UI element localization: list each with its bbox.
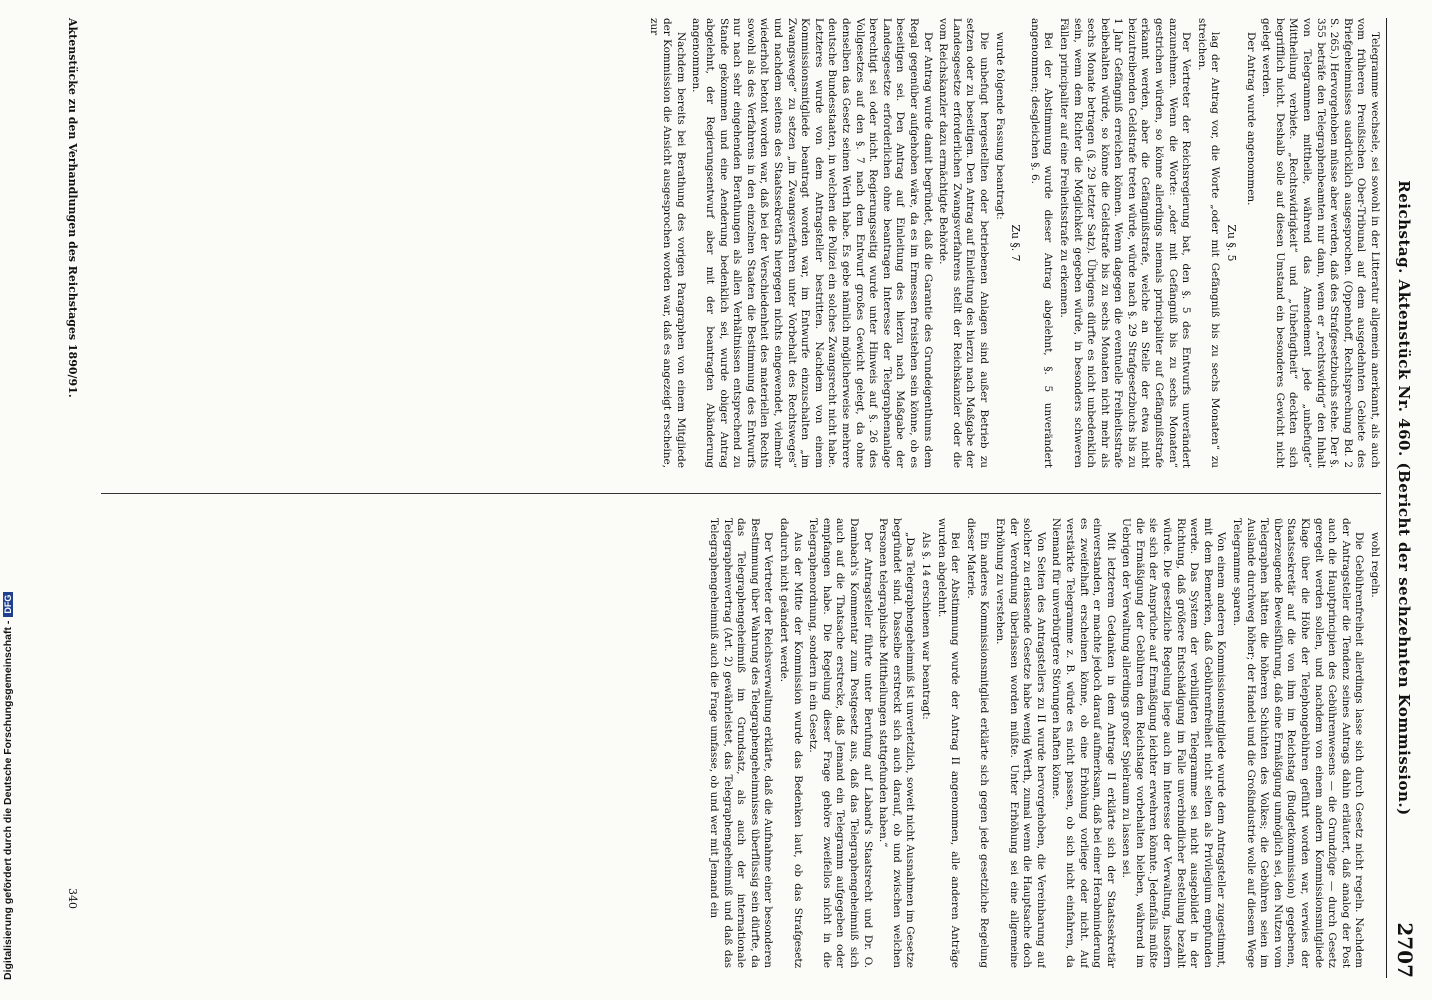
dfg-logo: DFG: [3, 592, 13, 617]
page-header: [1387, 18, 1421, 978]
left-column-paragraph: wurde folgende Fassung beantragt:: [993, 32, 1006, 220]
header-rule: [1386, 18, 1387, 978]
right-column-paragraph: Von einem anderen Kommissionsmitgliede wurde dem Antragsteller zugestimmt, mit dem Bemerken, daß Gebührenfreiheit nicht selten als Privilegium empfunden werde. Das System der verbilligten Telegramme sei nicht ausgebildet in der Richtung, daß größere Entschädigung im Falle unverbindlicher Bestellung bezahlt würde. Die gesetzliche Regelung liege auch im Interesse der Verwaltung, insofern sie sich der Ansprüche auf Ermäßigung leichter erwehren könnte. Jedenfalls müßte die Ermäßigung der Gebühren dem Reichstage vorbehalten bleiben, während im Uebrigen der Verwaltung allerdings großer Spielraum zu lassen sei.: [1120, 518, 1228, 968]
right-column-paragraph: Als §. 14 erschienen war beantragt:: [920, 532, 932, 720]
left-column-paragraph: Der Vertreter der Reichsregierung bat, den §. 5 des Entwurfs unverändert anzunehmen. Wenn die Worte: „oder mit Gefängniß bis zu sechs Monaten“ gestrichen würden, so könne allerdings niemals principaliter auf Gefängnißstrafe erkannt werden, aber die Gefängnißstrafe, welche an Stelle der etwa nicht beizutreibenden Geldstrafe treten würde, würde nach §. 29 Strafgesetzbuchs bis zu 1 Jahr Gefängniß erreichen können. Wenn dagegen die eventuelle Freiheitsstrafe beibehalten würde, so könne die Geldstrafe bis zu sechs Monaten nicht mehr als sechs Monate betragen (§. 29 letzter Satz). Übrigens dürfte es nicht unbedenklich sein, wenn dem Richter die Möglichkeit gegeben würde, in besonders schweren Fällen principaliter auf eine Freiheitsstrafe zu erkennen.: [1057, 18, 1193, 468]
right-column-paragraph: Ein anderes Kommissionsmitglied erklärte sich gegen jede gesetzliche Regelung dieser Materie.: [964, 518, 991, 968]
right-column-paragraph: Von Seiten des Antragstellers zu II wurde hervorgehoben, die Vereinbarung auf solcher zu erlassende Gesetze habe wenig Werth, zumal wenn die Hauptsache doch der Verordnung überlassen worden müßte. Unter Erhöhung sei eine allgemeine Erhöhung zu verstehen.: [993, 518, 1047, 968]
footer-source: Aktenstücke zu den Verhandlungen des Reichstages 1890/91.: [66, 18, 79, 398]
sidebar-credit: [2, 440, 14, 980]
right-column-paragraph: Mit letzterem Gedanken in dem Antrage II erklärte sich der Staatssekretär einverstanden, er machte jedoch darauf aufmerksam, daß bei einer Herabminderung es zweifelhaft erscheinen könne, ob eine Erhöhung vorliege oder nicht. Auf verstärkte Telegramme z. B. würde es nicht passen, ob sich nicht einfahren, da Niemand für unverbürgtere Störungen haften könne.: [1050, 518, 1117, 968]
left-column: [81, 18, 1381, 468]
right-column-paragraph: wohl regeln.: [1369, 532, 1381, 598]
sidebar-credit-text: Digitalisierung gefördert durch die Deutsche Forschungsgemeinschaft -: [2, 620, 14, 980]
left-column-paragraph: Der Antrag wurde angenommen.: [1244, 32, 1257, 206]
left-column-section-heading: Zu §. 7: [1009, 224, 1023, 262]
left-column-paragraph: Bei der Abstimmung wurde dieser Antrag abgelehnt, §. 5 unverändert angenommen; desgleichen §. 6.: [1028, 18, 1055, 468]
right-column: [81, 518, 1381, 968]
header-page-number: 2707: [1393, 922, 1417, 978]
header-title: Reichstag. Aktenstück Nr. 460. (Bericht der sechzehnten Kommission.): [1395, 180, 1413, 816]
right-column-paragraph: Der Vertreter der Reichsverwaltung erklärte, daß die Aufnahme einer besonderen Bestimmung über Wahrung des Telegraphengeheimnisses überflüssig sein dürfte, da das Telegraphengeheimniß im Grundsatz, als auch der internationale Telegraphenvertrag (Art. 2) gewährleistet, das Telegraphengeheimniß und daß das Telegraphengeheimniß auch die Frage umfasse, ob und wer mit Jemand ein: [708, 518, 775, 968]
document-page: [51, 18, 1421, 978]
left-column-section-heading: Zu §. 5: [1225, 224, 1239, 262]
right-column-paragraph: Bei der Abstimmung wurde der Antrag II angenommen, alle anderen Anträge wurden abgelehnt.: [935, 518, 962, 968]
left-column-paragraph: Nachdem bereits bei Berathung des vorigen Paragraphen von einem Mitgliede der Kommission die Ansicht ausgesprochen worden war, daß es angezeigt erscheine, zur: [647, 18, 687, 468]
left-column-quoted-text: Die unbefugt hergestellten oder betriebenen Anlagen sind außer Betrieb zu setzen oder zu beseitigen. Den Antrag auf Einleitung des hierzu nach Maßgabe der Landesgesetze erforderlichen Zwangsverfahrens stellt der Reichskanzler oder die vom Reichskanzler dazu ermächtigte Behörde.: [937, 18, 990, 468]
right-column-quoted-text: „Das Telegraphengeheimniß ist unverletzlich, soweit nicht Ausnahmen im Gesetze begründet sind. Dasselbe erstreckt sich auch darauf, ob und zwischen welchen Personen telegraphische Mittheilungen stattgefunden haben.“: [877, 518, 917, 968]
column-divider: [101, 493, 1381, 494]
right-column-paragraph: Der Antragsteller führte unter Berufung auf Laband's Staatsrecht und Dr. O. Dambach's Kommentar zum Postgesetz aus, daß das Telegraphengeheimniß sich auch auf die Thatsache erstrecke, daß Jemand ein Telegramm aufgegeben oder empfangen habe. Die Regelung dieser Frage gehöre zweifellos nicht in die Telegraphenordnung, sondern in ein Gesetz.: [807, 518, 874, 968]
left-column-paragraph: Telegramme wechsele, sei sowohl in der Litteratur allgemein anerkannt, als auch vom früheren Preußischen Ober-Tribunal auf dem ausgedehnten Gebiete des Briefgeheimnisses ausdrücklich ausgesprochen. (Oppenhoff, Rechtsprechung Bd. 2 S. 265.) Hervorgehoben müsse aber werden, daß des Strafgesetzbuchs stehe. Der §. 355 beträfe den Telegraphenbeamten nur dann, wenn er „rechtswidrig“ den Inhalt von Telegrammen mittheile, während das Amendement jede „unbefugte“ Mittheilung verbiete. „Rechtswidrigkeit“ und „Unbefugtheit“ deckten sich begrifflich nicht. Deshalb solle auf diesen Umstand ein besonderes Gewicht nicht gelegt werden.: [1260, 18, 1381, 468]
digitization-sidebar: [2, 440, 22, 980]
left-column-paragraph: lag der Antrag vor, die Worte „oder mit Gefängniß bis zu sechs Monaten“ zu streichen.: [1195, 18, 1222, 468]
right-column-paragraph: Aus der Mitte der Kommission wurde das Bedenken laut, ob das Strafgesetz dadurch nicht geändert werde.: [778, 518, 804, 968]
right-column-paragraph: Die Gebührenfreiheit allerdings lasse sich durch Gesetz nicht regeln. Nachdem der Antragsteller die Tendenz seines Antrags dahin erläutert, daß analog der Post auch die Hauptprincipien des Gebührenwesens — die Grundzüge — durch Gesetz geregelt werden sollen, und nachdem von einem andern Kommissionsmitgliede Klage über die Höhe der Telephongebühren geführt worden war, verwies der Staatssekretär auf die von ihm im Reichstag (Budgetkommission) gegebenen, überzeugende Beweisführung, daß eine Ermäßigung unmöglich sei, den Nutzen vom Telegraphen hätten die höheren Schichten des Volkes; die Gebühren seien im Auslande durchweg höher; der Handel und die Großindustrie wolle auf diesem Wege Telegramme sparen.: [1231, 518, 1366, 968]
left-column-paragraph: Der Antrag wurde damit begründet, daß die Garantie des Grundeigenthums dem Regal gegenüber aufgehoben wäre, da es im Ermessen freistehen sein könne, ob es beseitigen sei. Den Antrag auf Einleitung des hierzu nach Maßgabe der Landesgesetze erforderlichen ohne beantragen Interesse der Telegraphenanlage berechtigt sei oder nicht. Regierungsseitig wurde unter Hinweis auf §. 26 des Vollgesetzes auf den §. 7 nach dem Entwurf großes Gewicht gelegt, da ohne denselben das Gesetz seinen Werth habe. Es gebe nämlich möglicherweise mehrere deutsche Bundesstaaten, in welchen die Polizei ein solches Zwangsrecht nicht habe. Letzteres wurde von dem Antragsteller bestritten. Nachdem von einem Kommissionsmitgliede beantragt worden war, im Entwurfe einzuschalten „im Zwangswege“ zu setzen „im Zwangsverfahren unter Vorbehalt des Rechtsweges“ und nachdem seitens des Staatssekretärs hiergegen nichts eingewendet, vielmehr wiederholt betont worden war, daß bei der Verschiedenheit des materiellen Rechts sowohl als des Verfahrens in den einzelnen Staaten die Bestimmung des Entwurfs nur nach sehr eingehenden Berathungen als allen Verhältnissen entsprechend zu Stande gekommen und eine Aenderung bedenklich sei, wurde obiger Antrag abgelehnt, der Regierungsentwurf aber mit der beantragten Abänderung angenommen.: [690, 18, 934, 468]
footer-page-number: 340: [66, 888, 79, 909]
